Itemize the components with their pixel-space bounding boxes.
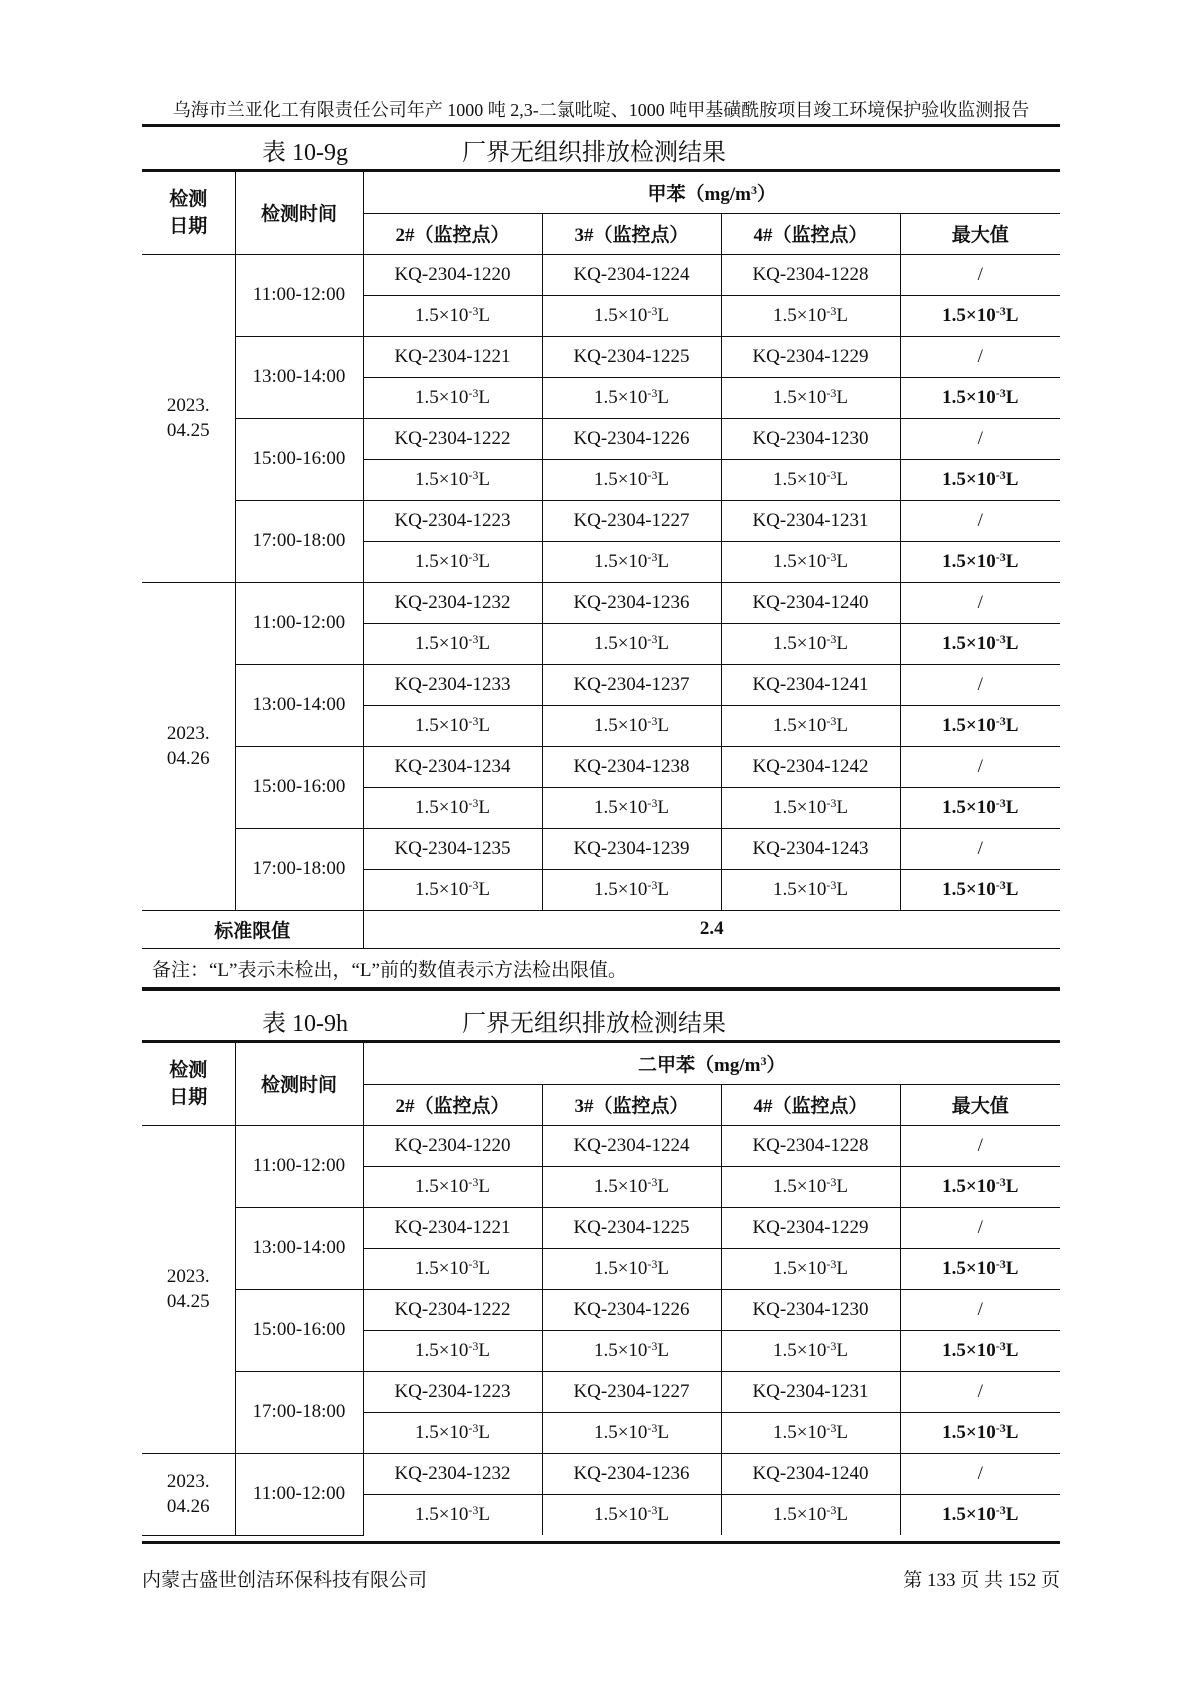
value-mantissa: 1.5×10	[593, 468, 648, 490]
result-value-cell: $1.5\times 10^{-3}L$	[721, 787, 900, 828]
value-mantissa: 1.5×10	[772, 1421, 827, 1443]
sample-id-cell: /	[900, 336, 1060, 377]
value-mantissa: 1.5×10	[942, 1503, 996, 1525]
footer-page-suffix: 页	[1040, 1570, 1060, 1591]
value-exponent: -3	[647, 1256, 658, 1271]
value-exponent: -3	[647, 1420, 658, 1435]
result-value-cell: $1.5\times 10^{-3}L$	[542, 1330, 721, 1371]
value-mantissa: 1.5×10	[772, 550, 827, 572]
table-h-title: 厂界无组织排放检测结果	[462, 1011, 726, 1037]
table-h-title-line	[142, 1008, 1060, 1040]
value-exponent: -3	[647, 549, 658, 564]
time-cell: 17:00-18:00	[235, 828, 363, 910]
sample-id-cell: KQ-2304-1241	[721, 664, 900, 705]
value-exponent: -3	[995, 713, 1006, 728]
result-value-cell: $1.5\times 10^{-3}L$	[542, 377, 721, 418]
column-header: 2#（监控点）	[363, 213, 542, 254]
table-row	[142, 1453, 1060, 1494]
sample-id-cell: /	[900, 1289, 1060, 1330]
header-rule	[142, 124, 1060, 127]
table-g-bottom-rule	[142, 988, 1060, 991]
value-exponent: -3	[995, 467, 1006, 482]
value-exponent: -3	[647, 303, 658, 318]
sample-id-cell: KQ-2304-1223	[363, 500, 542, 541]
date-line2: 04.25	[166, 1291, 210, 1312]
value-mantissa: 1.5×10	[942, 386, 996, 408]
value-mantissa: 1.5×10	[593, 796, 648, 818]
value-mantissa: 1.5×10	[942, 1175, 996, 1197]
result-value-cell: $1.5\times 10^{-3}L$	[721, 541, 900, 582]
footer-page-middle: 页 共	[960, 1570, 1003, 1591]
sample-id-cell: KQ-2304-1221	[363, 336, 542, 377]
sample-id-cell: KQ-2304-1224	[542, 1125, 721, 1166]
sample-id-cell: /	[900, 254, 1060, 295]
value-exponent: -3	[826, 467, 837, 482]
sample-id-cell: KQ-2304-1238	[542, 746, 721, 787]
result-value-cell: $1.5\times 10^{-3}L$	[363, 1248, 542, 1289]
value-exponent: -3	[468, 303, 479, 318]
time-cell: 11:00-12:00	[235, 582, 363, 664]
value-exponent: -3	[995, 549, 1006, 564]
column-header: 2#（监控点）	[363, 1084, 542, 1125]
header-date-line1: 检测	[169, 188, 208, 210]
sample-id-cell: KQ-2304-1237	[542, 664, 721, 705]
value-exponent: -3	[468, 1174, 479, 1189]
sample-id-cell: KQ-2304-1233	[363, 664, 542, 705]
limit-row	[142, 910, 1060, 948]
column-header: 最大值	[900, 1084, 1060, 1125]
result-value-cell: $1.5\times 10^{-3}L$	[363, 787, 542, 828]
value-exponent: -3	[826, 303, 837, 318]
table-h-number: 表 10-9h	[262, 1011, 348, 1037]
value-mantissa: 1.5×10	[593, 1339, 648, 1361]
value-mantissa: 1.5×10	[942, 632, 996, 654]
sample-id-cell: /	[900, 746, 1060, 787]
sample-id-cell: KQ-2304-1236	[542, 1453, 721, 1494]
result-value-cell: $1.5\times 10^{-3}L$	[363, 623, 542, 664]
result-value-cell: $1.5\times 10^{-3}L$	[363, 541, 542, 582]
value-mantissa: 1.5×10	[414, 386, 469, 408]
result-value-cell: $1.5\times 10^{-3}L$	[363, 377, 542, 418]
header-date-line1: 检测	[169, 1059, 208, 1081]
sample-id-cell: /	[900, 418, 1060, 459]
result-value-cell: $1.5\times 10^{-3}L$	[363, 295, 542, 336]
value-mantissa: 1.5×10	[942, 304, 996, 326]
header-date	[142, 172, 235, 254]
value-exponent: -3	[468, 877, 479, 892]
result-value-cell: $1.5\times 10^{-3}L$	[721, 459, 900, 500]
table-row	[142, 1207, 1060, 1248]
value-exponent: -3	[647, 1338, 658, 1353]
result-value-cell: $1.5\times 10^{-3}L$	[721, 869, 900, 910]
table-row	[142, 828, 1060, 869]
limit-label: 标准限值	[142, 910, 363, 948]
value-mantissa: 1.5×10	[593, 1257, 648, 1279]
value-mantissa: 1.5×10	[593, 1175, 648, 1197]
sample-id-cell: KQ-2304-1223	[363, 1371, 542, 1412]
result-value-cell: $1.5\times 10^{-3}L$	[721, 295, 900, 336]
sample-id-cell: KQ-2304-1239	[542, 828, 721, 869]
value-mantissa: 1.5×10	[772, 1503, 827, 1525]
max-value-cell: $1.5\times 10^{-3}L$	[900, 295, 1060, 336]
max-value-cell: $1.5\times 10^{-3}L$	[900, 1166, 1060, 1207]
result-value-cell: $1.5\times 10^{-3}L$	[542, 869, 721, 910]
sample-id-cell: KQ-2304-1228	[721, 254, 900, 295]
table-g-title-line	[142, 137, 1060, 169]
column-header: 4#（监控点）	[721, 213, 900, 254]
value-exponent: -3	[468, 1338, 479, 1353]
value-exponent: -3	[995, 385, 1006, 400]
max-value-cell: $1.5\times 10^{-3}L$	[900, 459, 1060, 500]
value-exponent: -3	[826, 385, 837, 400]
table-row	[142, 664, 1060, 705]
table-row	[142, 418, 1060, 459]
value-mantissa: 1.5×10	[414, 714, 469, 736]
result-value-cell: $1.5\times 10^{-3}L$	[363, 459, 542, 500]
sample-id-cell: KQ-2304-1226	[542, 1289, 721, 1330]
time-cell: 13:00-14:00	[235, 664, 363, 746]
value-mantissa: 1.5×10	[772, 632, 827, 654]
value-exponent: -3	[468, 1502, 479, 1517]
max-value-cell: $1.5\times 10^{-3}L$	[900, 869, 1060, 910]
value-exponent: -3	[995, 1338, 1006, 1353]
date-line1: 2023.	[166, 395, 210, 416]
time-cell: 17:00-18:00	[235, 500, 363, 582]
value-exponent: -3	[468, 549, 479, 564]
result-value-cell: $1.5\times 10^{-3}L$	[363, 1166, 542, 1207]
value-exponent: -3	[995, 1420, 1006, 1435]
value-exponent: -3	[468, 467, 479, 482]
column-header: 最大值	[900, 213, 1060, 254]
value-mantissa: 1.5×10	[942, 1339, 996, 1361]
value-mantissa: 1.5×10	[772, 796, 827, 818]
value-exponent: -3	[468, 713, 479, 728]
max-value-cell: $1.5\times 10^{-3}L$	[900, 377, 1060, 418]
value-mantissa: 1.5×10	[414, 1175, 469, 1197]
date-line1: 2023.	[166, 1266, 210, 1287]
value-exponent: -3	[647, 713, 658, 728]
time-cell: 13:00-14:00	[235, 336, 363, 418]
table-row	[142, 582, 1060, 623]
sample-id-cell: /	[900, 664, 1060, 705]
max-value-cell: $1.5\times 10^{-3}L$	[900, 541, 1060, 582]
max-value-cell: $1.5\times 10^{-3}L$	[900, 1330, 1060, 1371]
date-line2: 04.26	[166, 748, 210, 769]
table-g-title: 厂界无组织排放检测结果	[462, 140, 726, 166]
value-exponent: -3	[468, 795, 479, 810]
result-value-cell: $1.5\times 10^{-3}L$	[721, 377, 900, 418]
sample-id-cell: /	[900, 828, 1060, 869]
value-mantissa: 1.5×10	[593, 1421, 648, 1443]
time-cell: 11:00-12:00	[235, 1125, 363, 1207]
value-exponent: -3	[468, 1256, 479, 1271]
sample-id-cell: /	[900, 500, 1060, 541]
result-value-cell: $1.5\times 10^{-3}L$	[542, 705, 721, 746]
value-mantissa: 1.5×10	[772, 1339, 827, 1361]
sample-id-cell: /	[900, 1453, 1060, 1494]
value-mantissa: 1.5×10	[942, 1421, 996, 1443]
value-mantissa: 1.5×10	[772, 878, 827, 900]
sample-id-cell: KQ-2304-1229	[721, 1207, 900, 1248]
result-value-cell: $1.5\times 10^{-3}L$	[721, 1330, 900, 1371]
value-mantissa: 1.5×10	[942, 468, 996, 490]
result-value-cell: $1.5\times 10^{-3}L$	[542, 541, 721, 582]
date-line2: 04.25	[166, 420, 210, 441]
value-mantissa: 1.5×10	[593, 714, 648, 736]
date-cell	[142, 1125, 235, 1453]
max-value-cell: $1.5\times 10^{-3}L$	[900, 705, 1060, 746]
value-exponent: -3	[468, 385, 479, 400]
footer-page-current: 133	[926, 1570, 956, 1591]
value-exponent: -3	[995, 877, 1006, 892]
value-mantissa: 1.5×10	[772, 1175, 827, 1197]
max-value-cell: $1.5\times 10^{-3}L$	[900, 1494, 1060, 1535]
column-header: 4#（监控点）	[721, 1084, 900, 1125]
value-mantissa: 1.5×10	[414, 1503, 469, 1525]
value-exponent: -3	[826, 549, 837, 564]
table-h	[142, 1043, 1060, 1536]
value-exponent: -3	[826, 631, 837, 646]
sample-id-cell: KQ-2304-1243	[721, 828, 900, 869]
result-value-cell: $1.5\times 10^{-3}L$	[542, 1494, 721, 1535]
sample-id-cell: KQ-2304-1242	[721, 746, 900, 787]
date-cell	[142, 582, 235, 910]
sample-id-cell: KQ-2304-1231	[721, 500, 900, 541]
date-line2: 04.26	[166, 1496, 210, 1517]
result-value-cell: $1.5\times 10^{-3}L$	[363, 1412, 542, 1453]
result-value-cell: $1.5\times 10^{-3}L$	[542, 1248, 721, 1289]
result-value-cell: $1.5\times 10^{-3}L$	[721, 1166, 900, 1207]
result-value-cell: $1.5\times 10^{-3}L$	[721, 1412, 900, 1453]
sample-id-cell: KQ-2304-1234	[363, 746, 542, 787]
value-mantissa: 1.5×10	[772, 714, 827, 736]
value-mantissa: 1.5×10	[414, 1421, 469, 1443]
sample-id-cell: KQ-2304-1226	[542, 418, 721, 459]
value-mantissa: 1.5×10	[942, 796, 996, 818]
column-header: 3#（监控点）	[542, 1084, 721, 1125]
time-cell: 11:00-12:00	[235, 1453, 363, 1535]
result-value-cell: $1.5\times 10^{-3}L$	[363, 1494, 542, 1535]
value-mantissa: 1.5×10	[593, 386, 648, 408]
footer-company: 内蒙古盛世创洁环保科技有限公司	[142, 1570, 428, 1591]
result-value-cell: $1.5\times 10^{-3}L$	[721, 1494, 900, 1535]
table-row	[142, 500, 1060, 541]
value-mantissa: 1.5×10	[414, 468, 469, 490]
max-value-cell: $1.5\times 10^{-3}L$	[900, 623, 1060, 664]
value-exponent: -3	[647, 877, 658, 892]
sample-id-cell: KQ-2304-1227	[542, 500, 721, 541]
result-value-cell: $1.5\times 10^{-3}L$	[542, 787, 721, 828]
time-cell: 11:00-12:00	[235, 254, 363, 336]
value-mantissa: 1.5×10	[414, 796, 469, 818]
value-exponent: -3	[826, 877, 837, 892]
value-mantissa: 1.5×10	[593, 878, 648, 900]
value-exponent: -3	[826, 1502, 837, 1517]
header-pollutant	[363, 172, 1060, 213]
pollutant-name: 二甲苯（mg/m	[638, 1054, 761, 1076]
sample-id-cell: KQ-2304-1230	[721, 1289, 900, 1330]
value-exponent: -3	[647, 795, 658, 810]
sample-id-cell: KQ-2304-1236	[542, 582, 721, 623]
table-g-note: 备注：“L”表示未检出，“L”前的数值表示方法检出限值。	[152, 960, 627, 981]
date-cell	[142, 1453, 235, 1535]
value-exponent: -3	[826, 1420, 837, 1435]
max-value-cell: $1.5\times 10^{-3}L$	[900, 1412, 1060, 1453]
time-cell: 15:00-16:00	[235, 418, 363, 500]
table-g-number: 表 10-9g	[262, 140, 348, 166]
value-exponent: -3	[995, 631, 1006, 646]
value-exponent: -3	[995, 303, 1006, 318]
value-mantissa: 1.5×10	[772, 1257, 827, 1279]
table-row	[142, 746, 1060, 787]
value-exponent: -3	[995, 1174, 1006, 1189]
table-row	[142, 1371, 1060, 1412]
value-mantissa: 1.5×10	[414, 550, 469, 572]
footer-page-number	[903, 1568, 1060, 1594]
value-exponent: -3	[647, 1174, 658, 1189]
pollutant-suffix: ）	[756, 183, 776, 205]
time-cell: 15:00-16:00	[235, 1289, 363, 1371]
date-cell	[142, 254, 235, 582]
sample-id-cell: KQ-2304-1230	[721, 418, 900, 459]
value-mantissa: 1.5×10	[414, 632, 469, 654]
value-mantissa: 1.5×10	[414, 304, 469, 326]
page-header-title: 乌海市兰亚化工有限责任公司年产 1000 吨 2,3-二氯吡啶、1000 吨甲基磺酰胺项目竣工环境保护验收监测报告	[172, 100, 1030, 120]
pollutant-unit-sup: 3	[750, 182, 757, 197]
value-exponent: -3	[826, 795, 837, 810]
time-cell: 15:00-16:00	[235, 746, 363, 828]
result-value-cell: $1.5\times 10^{-3}L$	[721, 623, 900, 664]
value-mantissa: 1.5×10	[942, 550, 996, 572]
sample-id-cell: KQ-2304-1240	[721, 1453, 900, 1494]
value-mantissa: 1.5×10	[593, 304, 648, 326]
table-row	[142, 1125, 1060, 1166]
value-exponent: -3	[468, 631, 479, 646]
value-exponent: -3	[826, 1256, 837, 1271]
sample-id-cell: KQ-2304-1224	[542, 254, 721, 295]
table-row	[142, 336, 1060, 377]
sample-id-cell: KQ-2304-1232	[363, 1453, 542, 1494]
date-line1: 2023.	[166, 1471, 210, 1492]
value-mantissa: 1.5×10	[593, 550, 648, 572]
max-value-cell: $1.5\times 10^{-3}L$	[900, 787, 1060, 828]
result-value-cell: $1.5\times 10^{-3}L$	[363, 869, 542, 910]
date-line1: 2023.	[166, 723, 210, 744]
footer-page-prefix: 第	[903, 1570, 923, 1591]
value-mantissa: 1.5×10	[942, 878, 996, 900]
footer-page-total: 152	[1007, 1570, 1037, 1591]
header-time: 检测时间	[235, 1043, 363, 1125]
column-header: 3#（监控点）	[542, 213, 721, 254]
value-mantissa: 1.5×10	[414, 878, 469, 900]
sample-id-cell: KQ-2304-1225	[542, 336, 721, 377]
sample-id-cell: KQ-2304-1220	[363, 1125, 542, 1166]
value-mantissa: 1.5×10	[942, 1257, 996, 1279]
sample-id-cell: KQ-2304-1220	[363, 254, 542, 295]
sample-id-cell: /	[900, 1207, 1060, 1248]
table-g	[142, 172, 1060, 949]
max-value-cell: $1.5\times 10^{-3}L$	[900, 1248, 1060, 1289]
value-mantissa: 1.5×10	[414, 1339, 469, 1361]
value-exponent: -3	[647, 467, 658, 482]
table-row	[142, 254, 1060, 295]
value-exponent: -3	[647, 631, 658, 646]
sample-id-cell: KQ-2304-1225	[542, 1207, 721, 1248]
sample-id-cell: KQ-2304-1221	[363, 1207, 542, 1248]
result-value-cell: $1.5\times 10^{-3}L$	[542, 459, 721, 500]
value-mantissa: 1.5×10	[772, 304, 827, 326]
value-exponent: -3	[647, 1502, 658, 1517]
value-mantissa: 1.5×10	[772, 468, 827, 490]
result-value-cell: $1.5\times 10^{-3}L$	[542, 295, 721, 336]
result-value-cell: $1.5\times 10^{-3}L$	[542, 1166, 721, 1207]
value-mantissa: 1.5×10	[942, 714, 996, 736]
sample-id-cell: KQ-2304-1232	[363, 582, 542, 623]
value-mantissa: 1.5×10	[414, 1257, 469, 1279]
value-exponent: -3	[826, 1174, 837, 1189]
sample-id-cell: KQ-2304-1222	[363, 1289, 542, 1330]
time-cell: 13:00-14:00	[235, 1207, 363, 1289]
pollutant-suffix: ）	[766, 1054, 786, 1076]
value-exponent: -3	[468, 1420, 479, 1435]
sample-id-cell: KQ-2304-1229	[721, 336, 900, 377]
value-exponent: -3	[995, 1502, 1006, 1517]
result-value-cell: $1.5\times 10^{-3}L$	[542, 623, 721, 664]
header-pollutant	[363, 1043, 1060, 1084]
sample-id-cell: KQ-2304-1235	[363, 828, 542, 869]
value-exponent: -3	[826, 1338, 837, 1353]
sample-id-cell: /	[900, 1371, 1060, 1412]
value-exponent: -3	[995, 795, 1006, 810]
sample-id-cell: /	[900, 582, 1060, 623]
pollutant-name: 甲苯（mg/m	[647, 183, 751, 205]
table-row	[142, 1289, 1060, 1330]
value-exponent: -3	[995, 1256, 1006, 1271]
sample-id-cell: KQ-2304-1240	[721, 582, 900, 623]
value-exponent: -3	[647, 385, 658, 400]
sample-id-cell: KQ-2304-1227	[542, 1371, 721, 1412]
header-date-line2: 日期	[169, 1086, 208, 1108]
value-mantissa: 1.5×10	[593, 632, 648, 654]
value-mantissa: 1.5×10	[593, 1503, 648, 1525]
pollutant-unit-sup: 3	[760, 1053, 767, 1068]
sample-id-cell: /	[900, 1125, 1060, 1166]
header-date-line2: 日期	[169, 215, 208, 237]
value-exponent: -3	[826, 713, 837, 728]
table-h-bottom-rule	[142, 1541, 1060, 1544]
result-value-cell: $1.5\times 10^{-3}L$	[363, 1330, 542, 1371]
sample-id-cell: KQ-2304-1228	[721, 1125, 900, 1166]
value-mantissa: 1.5×10	[772, 386, 827, 408]
limit-value: 2.4	[363, 910, 1060, 948]
result-value-cell: $1.5\times 10^{-3}L$	[542, 1412, 721, 1453]
result-value-cell: $1.5\times 10^{-3}L$	[721, 705, 900, 746]
time-cell: 17:00-18:00	[235, 1371, 363, 1453]
result-value-cell: $1.5\times 10^{-3}L$	[363, 705, 542, 746]
header-date	[142, 1043, 235, 1125]
result-value-cell: $1.5\times 10^{-3}L$	[721, 1248, 900, 1289]
header-time: 检测时间	[235, 172, 363, 254]
sample-id-cell: KQ-2304-1231	[721, 1371, 900, 1412]
sample-id-cell: KQ-2304-1222	[363, 418, 542, 459]
